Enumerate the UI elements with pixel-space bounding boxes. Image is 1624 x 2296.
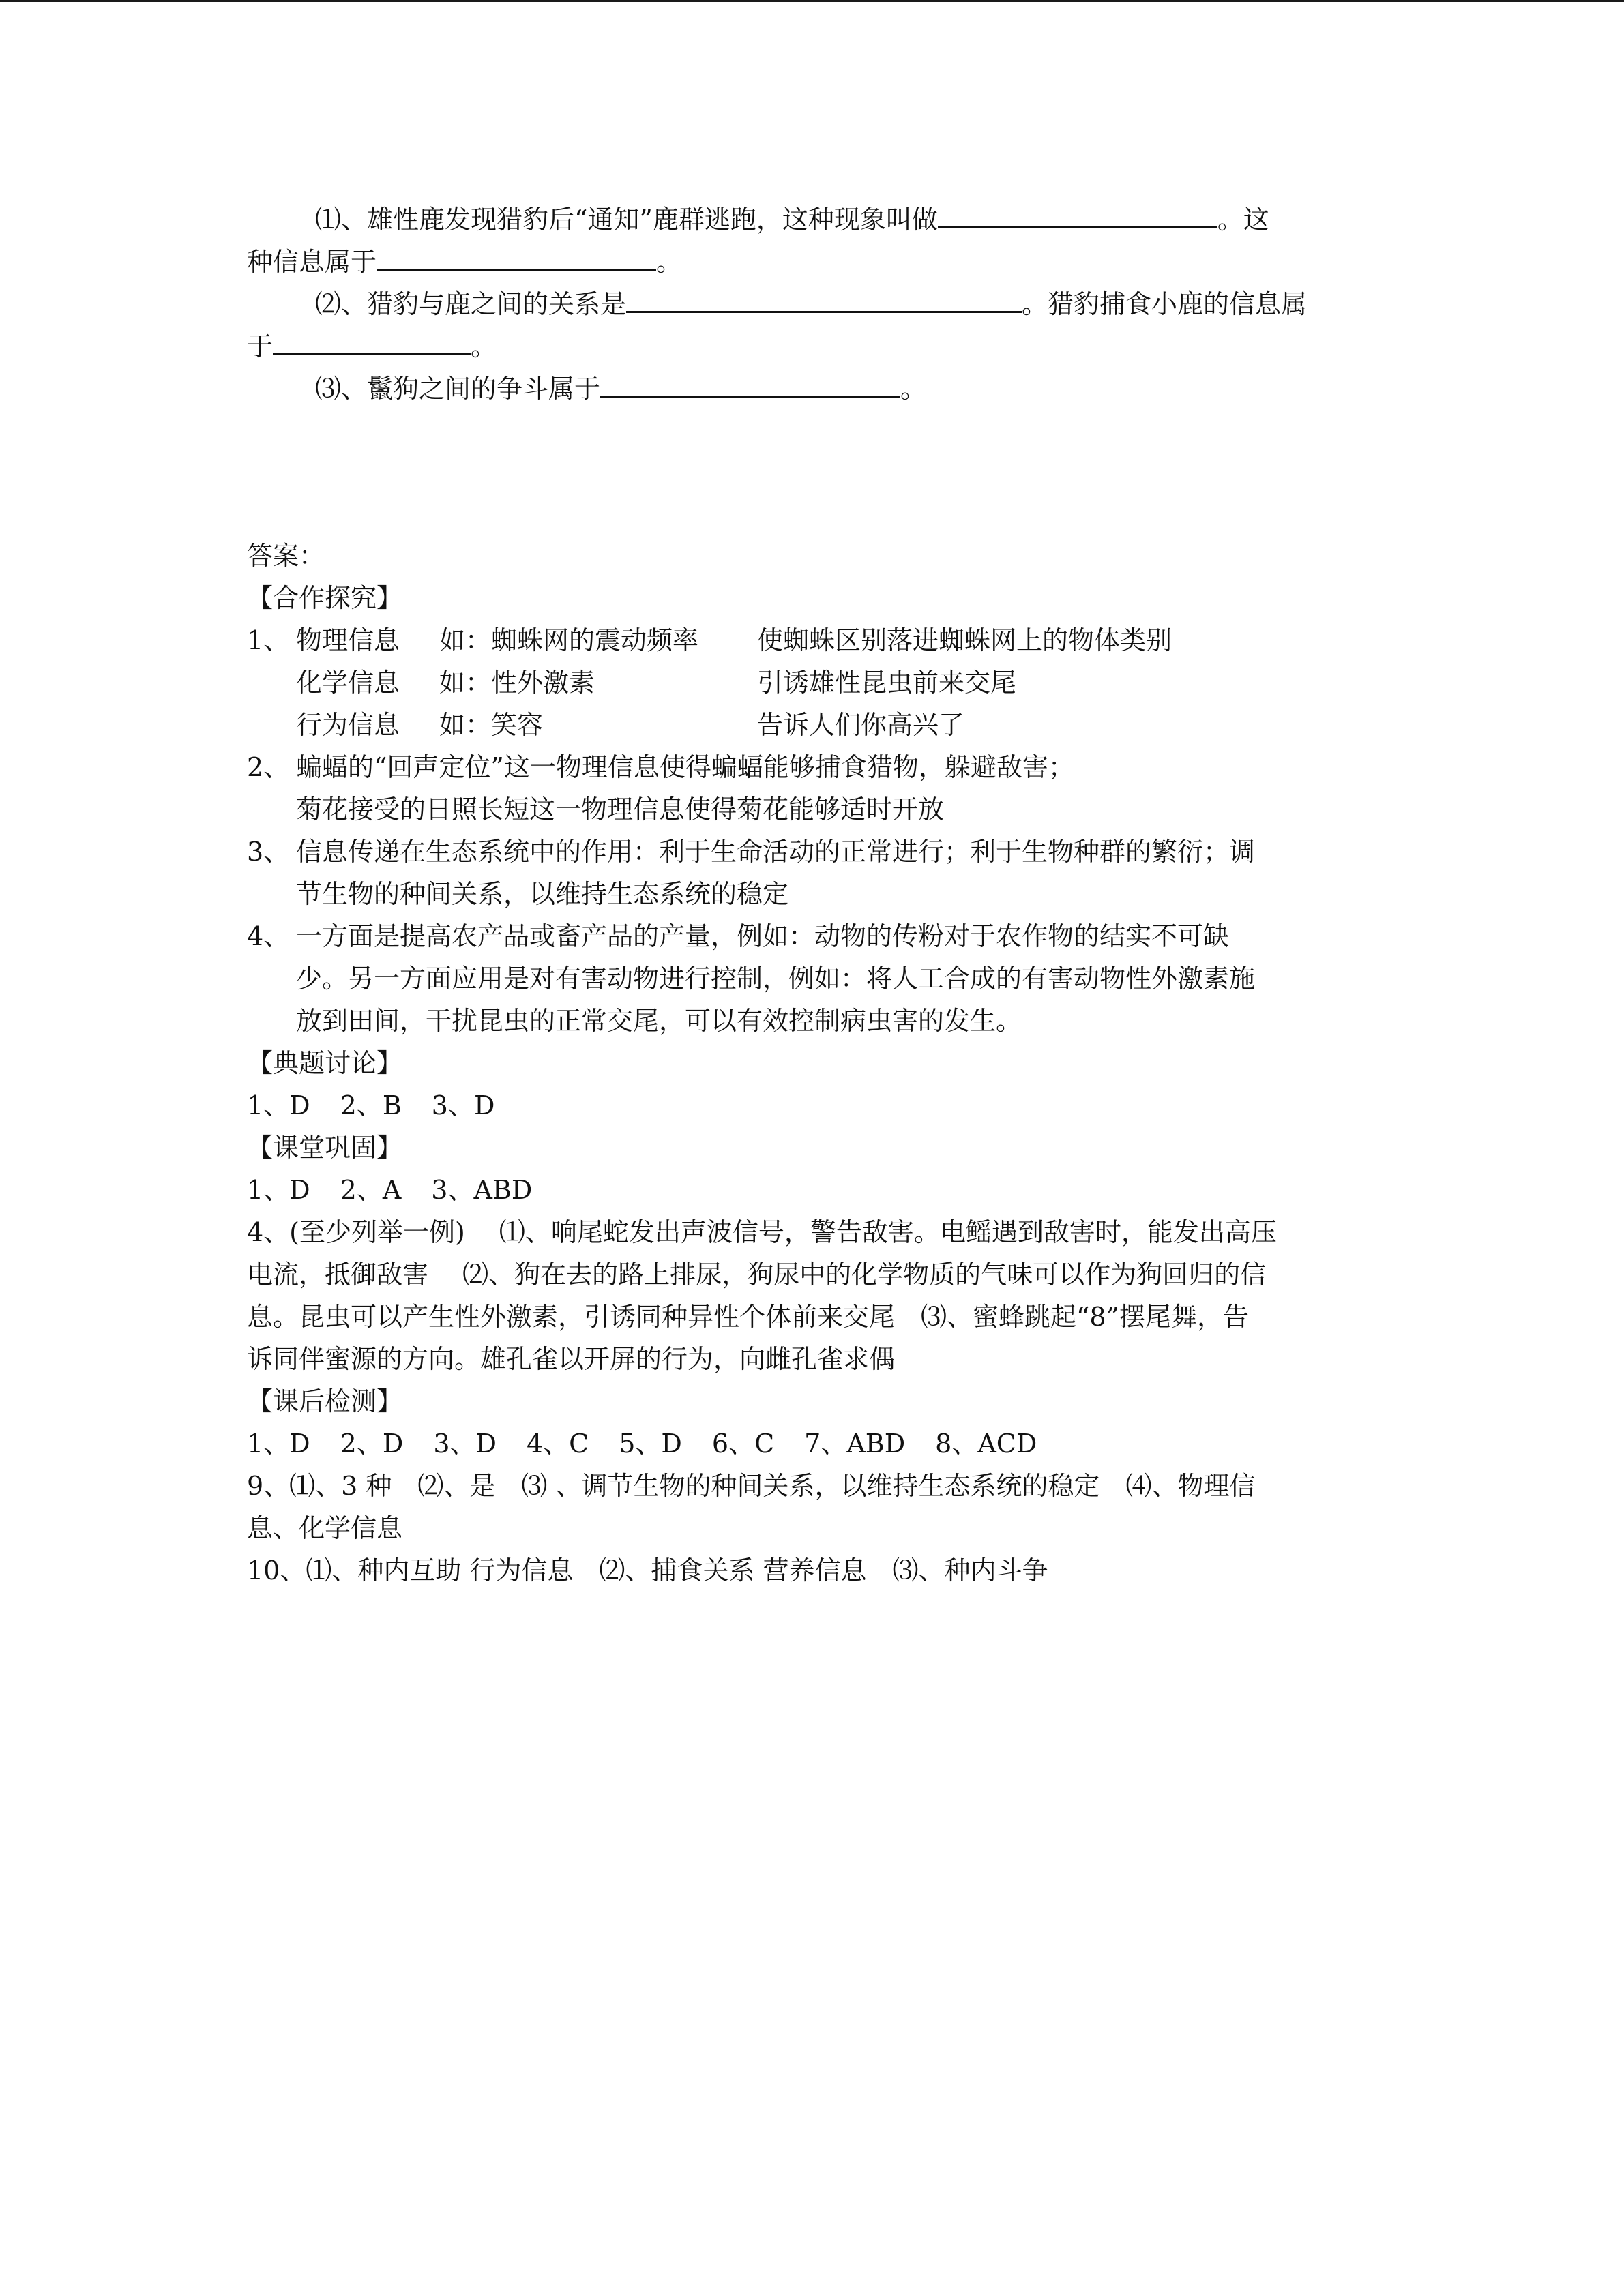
cooperative-item-1-row: [247, 704, 1379, 746]
item-number: 4、: [247, 921, 290, 951]
aftercheck-answers: [247, 1422, 1379, 1465]
question-text: 。: [656, 247, 683, 277]
answer-choice: 3、ABD: [431, 1175, 533, 1205]
answer-choice: 3、D: [433, 1429, 497, 1459]
aftercheck-q9-line: 9、⑴、3 种 ⑵、是 ⑶ 、调节生物的种间关系，以维持生态系统的稳定 ⑷、物理信: [247, 1471, 1256, 1501]
question-text: ⑴、雄性鹿发现猎豹后“通知”鹿群逃跑，这种现象叫做: [315, 205, 938, 235]
top-border-line: [0, 0, 1624, 2]
section-title-aftercheck: 【课后检测】: [247, 1386, 403, 1416]
item-number: 1、: [247, 625, 290, 655]
answers-heading: 答案：: [247, 541, 325, 571]
answer-choice: 1、D: [247, 1429, 310, 1459]
consolidate-q4-line: 诉同伴蜜源的方向。雄孔雀以开屏的行为，向雌孔雀求偶: [247, 1344, 896, 1374]
question-text: 于: [247, 331, 274, 361]
info-effect: 引诱雄性昆虫前来交尾: [757, 668, 1017, 698]
answer-text: 蝙蝠的“回声定位”这一物理信息使得蝙蝠能够捕食猎物，躲避敌害；: [296, 752, 1074, 782]
document-page: [247, 196, 1379, 1592]
aftercheck-q9-line: 息、化学信息: [247, 1513, 403, 1543]
consolidate-q4-line: 息。昆虫可以产生性外激素，引诱同种异性个体前来交尾 ⑶、蜜蜂跳起“8”摆尾舞，告: [247, 1302, 1250, 1332]
answer-text: 放到田间，干扰昆虫的正常交尾，可以有效控制病虫害的发生。: [296, 1006, 1022, 1036]
question-text: 。: [471, 331, 497, 361]
question-text: 种信息属于: [247, 247, 377, 277]
answer-blank[interactable]: [626, 281, 1022, 313]
answer-text: 一方面是提高农产品或畜产品的产量，例如：动物的传粉对于农作物的结实不可缺: [296, 921, 1230, 951]
consolidate-q4-line: 4、(至少列举一例) ⑴、响尾蛇发出声波信号，警告敌害。电鳐遇到敌害时，能发出高压: [247, 1217, 1277, 1247]
info-effect: 使蜘蛛区别落进蜘蛛网上的物体类别: [757, 625, 1172, 655]
aftercheck-q10-line: 10、⑴、种内互助 行为信息 ⑵、捕食关系 营养信息 ⑶、种内斗争: [247, 1555, 1048, 1585]
cooperative-item-2: [247, 746, 1379, 788]
answer-choice: 5、D: [619, 1429, 682, 1459]
item-number: 3、: [247, 837, 290, 867]
cooperative-item-4: [247, 915, 1379, 957]
question-line-1: [247, 196, 1379, 239]
answer-text: 少。另一方面应用是对有害动物进行控制，例如：将人工合成的有害动物性外激素施: [296, 964, 1256, 994]
question-line-2-cont: [247, 323, 1379, 366]
answer-choice: 4、C: [526, 1429, 589, 1459]
info-example: 如：蜘蛛网的震动频率: [439, 625, 699, 655]
section-title-cooperative: 【合作探究】: [247, 583, 403, 613]
info-type: 物理信息: [296, 625, 400, 655]
consolidate-answers: [247, 1169, 1379, 1211]
answer-choice: 8、ACD: [935, 1429, 1037, 1459]
info-type: 行为信息: [296, 710, 400, 740]
answer-choice: 7、ABD: [804, 1429, 906, 1459]
answer-choice: 1、D: [247, 1175, 310, 1205]
cooperative-item-1-row: [247, 619, 1379, 661]
answer-choice: 2、B: [340, 1090, 402, 1120]
answer-choice: 2、A: [340, 1175, 402, 1205]
answer-choice: 6、C: [711, 1429, 775, 1459]
answer-blank[interactable]: [938, 196, 1217, 228]
question-text: 。: [900, 374, 927, 404]
info-example: 如：性外激素: [439, 668, 595, 698]
consolidate-q4-line: 电流，抵御敌害 ⑵、狗在去的路上排尿，狗尿中的化学物质的气味可以作为狗回归的信: [247, 1259, 1267, 1289]
question-text: 。这: [1217, 205, 1269, 235]
question-text: ⑶、鬣狗之间的争斗属于: [315, 374, 601, 404]
answer-choice: 1、D: [247, 1090, 310, 1120]
question-line-2: [247, 281, 1379, 323]
answer-blank[interactable]: [600, 366, 900, 398]
question-line-1-cont: [247, 239, 1379, 281]
answer-choice: 3、D: [431, 1090, 495, 1120]
info-effect: 告诉人们你高兴了: [757, 710, 965, 740]
cooperative-item-3: [247, 831, 1379, 873]
question-line-3: [247, 366, 1379, 408]
answer-text: 菊花接受的日照长短这一物理信息使得菊花能够适时开放: [296, 794, 945, 824]
question-text: 。猎豹捕食小鹿的信息属: [1022, 289, 1308, 319]
typical-answers: [247, 1084, 1379, 1127]
answer-blank[interactable]: [377, 239, 656, 271]
section-title-consolidate: 【课堂巩固】: [247, 1133, 403, 1163]
answer-blank[interactable]: [273, 323, 471, 355]
section-title-typical: 【典题讨论】: [247, 1048, 403, 1078]
info-type: 化学信息: [296, 668, 400, 698]
cooperative-item-1-row: [247, 661, 1379, 704]
answer-text: 信息传递在生态系统中的作用：利于生命活动的正常进行；利于生物种群的繁衍；调: [296, 837, 1256, 867]
answer-choice: 2、D: [340, 1429, 404, 1459]
question-text: ⑵、猎豹与鹿之间的关系是: [315, 289, 627, 319]
answer-text: 节生物的种间关系，以维持生态系统的稳定: [296, 879, 789, 909]
item-number: 2、: [247, 752, 290, 782]
info-example: 如：笑容: [439, 710, 544, 740]
spacer: [247, 408, 1379, 535]
